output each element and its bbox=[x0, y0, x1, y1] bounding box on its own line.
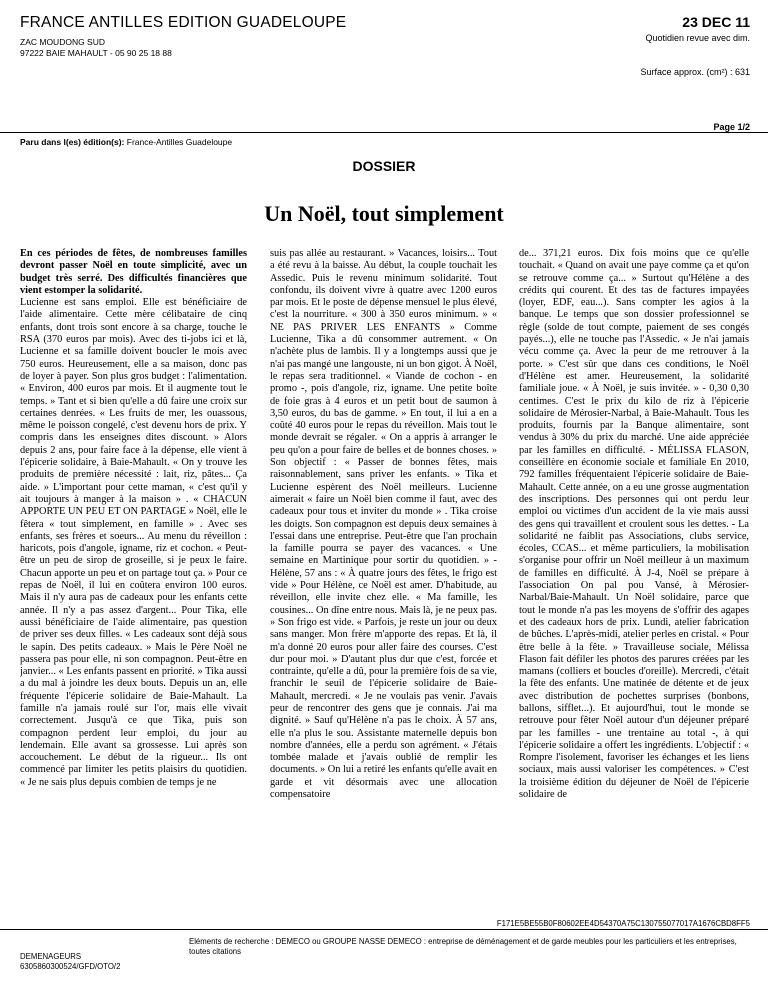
article-column-2 bbox=[270, 248, 497, 908]
publication-name: FRANCE ANTILLES EDITION GUADELOUPE bbox=[20, 14, 347, 31]
surface-area: Surface approx. (cm²) : 631 bbox=[640, 67, 750, 77]
article-column-1 bbox=[20, 248, 247, 908]
client-name: DEMENAGEURS bbox=[20, 952, 82, 961]
column-2-text: suis pas allée au restaurant. » Vacances, loisirs... Tout a été revu à la baisse. Au début, la couple touchait les Assedic. Puis le revenu minimum solidarité. Tout confondu, ils doivent vivre à quatre avec 1200 euros par mois. Et le poste de dépense mensuel le plus élevé, c'est la nourriture. « 300 à 350 euros minimum. » « NE PAS PRIVER LES ENFANTS » Comme Lucienne, Tika a dû consommer autrement. « On n'achète plus de lambis. Il y a longtemps aussi que je n'ai pas mangé une langouste, ni un bon gigot. À Noël, le repas sera traditionnel. « Viande de cochon - en promo -, pois d'angole, riz, igname. Une petite boîte de foie gras à 4 euros et un petit bout de saumon à 3,50 euros, du bas de gamme. » En tout, il lui a en a coûté 40 euros pour le repas du réveillon. Mais tout le monde devrait se régaler. « On a appris à arranger le peu qu'on a pour faire de belles et de bonnes choses. » Son objectif : « Passer de bonnes fêtes, mais raisonnablement, sans priver les enfants. » Tika et Lucienne espèrent des Noël meilleurs. Lucienne aimerait « faire un Noël bien comme il faut, avec des cadeaux pour tous et inviter du monde » . Tika croise les doigts. Son compagnon est depuis deux semaines à l'essai dans une entreprise. Peut-être que l'an prochain la famille pourra se payer des vacances. « Une semaine en Martinique pour sortir du quotidien. » - Hélène, 57 ans : « À quatre jours des fêtes, le frigo est vide » Pour Hélène, ce Noël est amer. D'habitude, au réveillon, elle invite chez elle. « Ma famille, les cousines... On dîne entre nous. Mais là, je ne peux pas. » Son frigo est vide. « Parfois, je reste un jour ou deux sans manger. Mon frère m'apporte des repas. Et là, il m'a donné 20 euros pour aller faire des courses. C'est dur pour moi. » D'autant plus dur que c'est, forcée et contrainte, qu'elle a dû, pour la première fois de sa vie, franchir le seuil de l'épicerie solidaire de Baie-Mahault, mercredi. « Je ne voulais pas venir. J'avais peur de rencontrer des gens que je connais. J'ai ma dignité. » Sauf qu'Hélène n'a pas le choix. À 57 ans, elle n'a plus le sou. Assistante maternelle depuis bon nombre d'années, elle a perdu son agrément. « J'étais tombée malade et j'avais oublié de remplir les documents. » On lui a retiré les enfants qu'elle avait en garde et vit désormais avec une allocation compensatoire bbox=[270, 248, 497, 801]
edition-info bbox=[20, 137, 232, 147]
publication-date: 23 DEC 11 bbox=[682, 14, 750, 30]
client-reference: 6305860300524/GFD/OTO/2 bbox=[20, 962, 121, 971]
document-hash: F171E5BE55B0F80602EE4D54370A75C130755077017A1676CBD8FF5 bbox=[496, 919, 750, 928]
article-lead: En ces périodes de fêtes, de nombreuses familles devront passer Noël en toute simplicité, avec un budget très serré. Des difficultés financières que vient estomper la solidarité. bbox=[20, 248, 247, 296]
column-3-text: de... 371,21 euros. Dix fois moins que ce qu'elle touchait. « Quand on avait une paye comme ça et qu'on se retrouve comme ça... » Surtout qu'Hélène a des crédits qui courent. Et des tas de factures impayées (loyer, EDF, eau...). Sans compter les agios à la banque. Le temps que son dossier professionnel se règle (solde de tout compte, paiement de ses congés payés...), elle ne touche pas l'Assedic. « Je n'ai jamais vécu comme ça. Avec la peur de me retrouver à la porte. » C'est sûr que dans ces conditions, le Noël d'Hélène est amer. Heureusement, la solidarité familiale joue. « À Noël, je suis invitée. » - 0,30 0,30 centimes. C'est le prix du kilo de riz à l'épicerie solidaire de Mérosier-Narbal, à Baie-Mahault. Tous les produits, fournis par la Banque alimentaire, sont vendus à 30% du prix du marché. Une aide appréciée par les familles en difficulté. - MÉLISSA FLASON, conseillère en économie sociale et familiale En 2010, 792 familles fréquentaient l'épicerie solidaire de Baie-Mahault. Cette année, on a eu une grosse augmentation des inscriptions. Des personnes qui ont perdu leur emploi ou victimes d'un accident de la vie mais aussi des gens qui travaillent et croulent sous les dettes. - La solidarité ne faiblit pas Associations, clubs service, écoles, CCAS... et même particuliers, la mobilisation s'organise pour offrir un Noël meilleur à un maximum de familles en difficulté. À J-4, Noël se prépare à l'association On pal pou Vansé, à Mérosier-Narbal/Baie-Mahault. Un Noël solidaire, parce que tout le monde n'a pas les moyens de s'offrir des agapes et des cadeaux hors de prix. Lundi, atelier fabrication de bûches. L'après-midi, atelier perles en cristal. « Pour être belle à la fête. » Travailleuse sociale, Mélissa Flason fait défiler les photos des parures créées par les mamans (colliers et boucles d'oreille). Mercredi, c'était la fête des enfants. Une matinée de détente et de jeux avec distribution de pochettes surprises (bonbons, ballons, sifflet...). Et aujourd'hui, tout le monde se retrouve pour fêter Noël autour d'un déjeuner préparé par les familles - une trentaine au total -, à qui l'épicerie solidaire a offert les ingrédients. L'objectif : « Rompre l'isolement, favoriser les échanges et les liens sociaux, mais aussi valoriser les compétences. » C'est la troisième édition du déjeuner de Noël de l'épicerie solidaire de bbox=[519, 248, 749, 801]
edition-label: Paru dans l(es) édition(s): bbox=[20, 137, 125, 147]
page-number: Page 1/2 bbox=[713, 122, 750, 132]
column-1-text: Lucienne est sans emploi. Elle est bénéficiaire de l'aide alimentaire. Cette mère célibataire de cinq enfants, dont trois sont encore à sa charge, touche le RSA (370 euros par mois). Avec des ti-jobs ici et là, Lucienne et sa famille doivent boucler le mois avec 750 euros. Heureusement, elle a sa maison, donc pas de loyer à payer. Son plus gros budget : l'alimentation. « Environ, 400 euros par mois. Et il augmente tout le temps. » Tant et si bien qu'elle a dû faire une croix sur certaines denrées. « Les fruits de mer, les ouassous, même le poisson congelé, c'est devenu hors de prix. Y compris dans les enseignes dites discount. » Alors depuis 2 ans, pour faire face à la dépense, elle vient à l'épicerie solidaire, à Baie-Mahault. « On y trouve les produits de première nécessité : lait, riz, pâtes... Ça aide. » L'important pour cette maman, « c'est qu'il y ait toujours à manger à la maison » . « CHACUN APPORTE UN PEU ET ON PARTAGE » Noël, elle le fêtera « tout simplement, en famille » . Avec ses enfants, ses frères et soeurs... Au menu du réveillon : haricots, pois d'angole, igname, riz et cochon. « Peut-être un peu de sirop de groseille, si je peux le faire. Chacun apporte un peu et on partage tout ça. » Pour ce repas de Noël, il lui en coûtera environ 100 euros. Mais il n'y aura pas de cadeaux pour les enfants cette année. Il n'y a pas assez d'argent... Pour Tika, elle aussi bénéficiaire de l'aide alimentaire, pas question de priver ses deux filles. « Les cadeaux sont déjà sous le sapin. Des petits cadeaux. » Mais le Père Noël ne passera pas pour elle, ni son compagnon. Peut-être en janvier... « Les enfants passent en priorité. » Tika aussi a du mal à joindre les deux bouts. Depuis un an, elle fréquente l'épicerie solidaire de Baie-Mahault. La famille n'a jamais roulé sur l'or, mais elle vivait correctement. Jusqu'à ce que Tika, puis son compagnon perdent leur emploi, du jour au lendemain. Elle avant sa grossesse. Lui après son accouchement. Le début de la rigueur... Ils ont commencé par limiter les petits plaisirs du quotidien. « Je ne sais plus depuis combien de temps je ne bbox=[20, 297, 247, 788]
search-keywords: Eléments de recherche : DEMECO ou GROUPE NASSE DEMECO : entreprise de déménagement et de garde meubles pour les particuliers et les entreprises, toutes citations bbox=[189, 937, 737, 956]
article-title: Un Noël, tout simplement bbox=[264, 201, 504, 226]
header-divider bbox=[0, 132, 768, 133]
address-line-2: 97222 BAIE MAHAULT - 05 90 25 18 88 bbox=[20, 48, 172, 58]
periodicity: Quotidien revue avec dim. bbox=[645, 33, 750, 43]
edition-value: France-Antilles Guadeloupe bbox=[126, 137, 233, 147]
address-line-1: ZAC MOUDONG SUD bbox=[20, 37, 105, 47]
footer-divider bbox=[0, 929, 768, 930]
article-column-3 bbox=[519, 248, 749, 908]
section-heading: DOSSIER bbox=[352, 158, 416, 174]
